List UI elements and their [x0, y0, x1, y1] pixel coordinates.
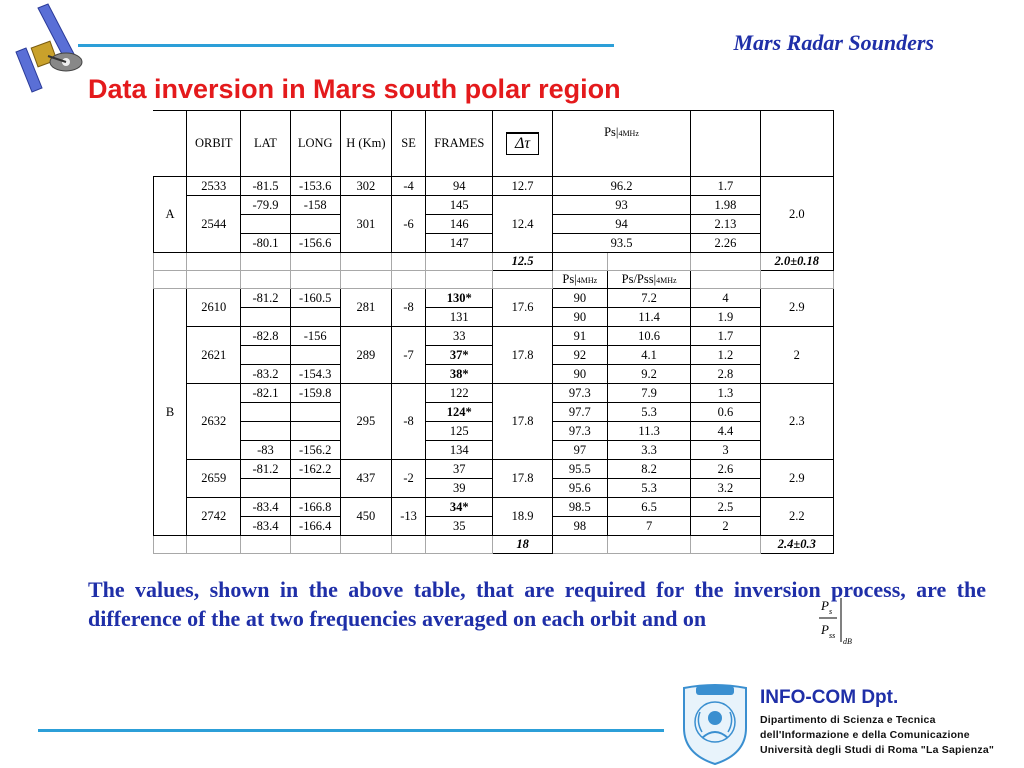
lat-cell: -82.1 [241, 384, 290, 403]
se-cell: -6 [392, 196, 426, 253]
height-cell: 295 [340, 384, 391, 460]
long-cell: -156 [290, 327, 340, 346]
ratio-cell: 11.4 [607, 308, 690, 327]
ratio-cell: 7 [607, 517, 690, 536]
lat-cell [241, 479, 290, 498]
lat-cell: -83.2 [241, 365, 290, 384]
ratio-cell: 7.2 [607, 289, 690, 308]
body-paragraph: The values, shown in the above table, that are required for the inversion process, are the difference of the at two frequencies averaged on each orbit and on [88, 577, 986, 631]
ps-cell: 90 [552, 365, 607, 384]
group-b-label: B [154, 289, 187, 536]
se-cell: -7 [392, 327, 426, 384]
ps-cell: 97 [552, 441, 607, 460]
table-row [154, 498, 834, 517]
long-cell [290, 479, 340, 498]
value-cell: 1.7 [691, 177, 760, 196]
ps-cell: 96.2 [552, 177, 691, 196]
se-cell: -2 [392, 460, 426, 498]
summary-avg: 2.4±0.3 [760, 536, 833, 554]
group-header-cell [154, 111, 187, 177]
height-cell: 437 [340, 460, 391, 498]
frames-cell: 122 [426, 384, 493, 403]
summary-row-a [154, 253, 834, 271]
orbit-cell: 2632 [187, 384, 241, 460]
se-cell: -8 [392, 289, 426, 327]
lat-cell: -81.5 [241, 177, 290, 196]
value-cell: 4 [691, 289, 760, 308]
height-cell: 302 [340, 177, 391, 196]
header-orbit: ORBIT [187, 111, 241, 177]
avg-cell: 2.0 [760, 177, 833, 253]
group-a-label: A [154, 177, 187, 253]
long-cell: -153.6 [290, 177, 340, 196]
ps-cell: 97.7 [552, 403, 607, 422]
orbit-cell: 2610 [187, 289, 241, 327]
lat-cell [241, 403, 290, 422]
long-cell [290, 215, 340, 234]
avg-cell: 2 [760, 327, 833, 384]
ps-cell: 98 [552, 517, 607, 536]
height-cell: 281 [340, 289, 391, 327]
lat-cell: -79.9 [241, 196, 290, 215]
header-blank-2 [760, 111, 833, 177]
ps-pss-formula [817, 596, 877, 648]
lat-cell [241, 422, 290, 441]
header-ps-sub: 4MHz [618, 129, 639, 138]
ratio-cell: 9.2 [607, 365, 690, 384]
value-cell: 1.98 [691, 196, 760, 215]
frames-cell: 33 [426, 327, 493, 346]
summary-row-b [154, 536, 834, 554]
se-cell: -4 [392, 177, 426, 196]
header-blank-1 [691, 111, 760, 177]
long-cell [290, 422, 340, 441]
value-cell: 2 [691, 517, 760, 536]
long-cell: -156.2 [290, 441, 340, 460]
ratio-cell: 5.3 [607, 403, 690, 422]
table-row [154, 196, 834, 215]
orbit-cell: 2742 [187, 498, 241, 536]
subheader-ps-sub: 4MHz [576, 276, 598, 285]
table-row [154, 327, 834, 346]
frames-cell: 37 [426, 460, 493, 479]
value-cell: 1.9 [691, 308, 760, 327]
header-row [154, 111, 834, 177]
lat-cell: -81.2 [241, 289, 290, 308]
university-seal-icon [676, 682, 754, 766]
header-height: H (Km) [340, 111, 391, 177]
frames-cell: 130* [426, 289, 493, 308]
lat-cell: -83.4 [241, 517, 290, 536]
frames-cell: 37* [426, 346, 493, 365]
ratio-cell: 4.1 [607, 346, 690, 365]
height-cell: 301 [340, 196, 391, 253]
subheader-ratio-label: Ps/Pss| [621, 272, 657, 286]
value-cell: 1.7 [691, 327, 760, 346]
table-row [154, 460, 834, 479]
lat-cell: -81.2 [241, 460, 290, 479]
ratio-cell: 3.3 [607, 441, 690, 460]
value-cell: 0.6 [691, 403, 760, 422]
long-cell: -162.2 [290, 460, 340, 479]
subheader-ps [552, 271, 607, 289]
ps-cell: 90 [552, 308, 607, 327]
value-cell: 3.2 [691, 479, 760, 498]
table-row [154, 289, 834, 308]
lat-cell [241, 346, 290, 365]
long-cell: -166.4 [290, 517, 340, 536]
ps-cell: 92 [552, 346, 607, 365]
ps-cell: 97.3 [552, 422, 607, 441]
header-title: Mars Radar Sounders [733, 30, 934, 55]
long-cell [290, 308, 340, 327]
frames-cell: 125 [426, 422, 493, 441]
ps-cell: 94 [552, 215, 691, 234]
ratio-cell: 8.2 [607, 460, 690, 479]
value-cell: 1.3 [691, 384, 760, 403]
formula-denominator-sub: ss [829, 631, 836, 640]
subheader-ratio [607, 271, 690, 289]
frames-cell: 39 [426, 479, 493, 498]
header-ps [552, 111, 691, 177]
lat-cell: -80.1 [241, 234, 290, 253]
subheader-ratio-sub: 4MHz [656, 276, 677, 285]
avg-cell: 2.3 [760, 384, 833, 460]
table-row [154, 384, 834, 403]
value-cell: 2.6 [691, 460, 760, 479]
dtau-cell: 12.7 [493, 177, 552, 196]
orbit-cell: 2659 [187, 460, 241, 498]
summary-avg: 2.0±0.18 [760, 253, 833, 271]
dtau-cell: 17.6 [493, 289, 552, 327]
dept-line-1: Dipartimento di Scienza e Tecnica [760, 714, 936, 726]
ratio-cell: 11.3 [607, 422, 690, 441]
value-cell: 1.2 [691, 346, 760, 365]
dept-line-3: Università degli Studi di Roma "La Sapienza" [760, 744, 995, 756]
long-cell: -166.8 [290, 498, 340, 517]
ps-cell: 95.5 [552, 460, 607, 479]
frames-cell: 94 [426, 177, 493, 196]
summary-dtau: 18 [493, 536, 552, 554]
dtau-cell: 17.8 [493, 384, 552, 460]
dtau-cell: 12.4 [493, 196, 552, 253]
formula-numerator-sub: s [829, 607, 833, 616]
lat-cell: -82.8 [241, 327, 290, 346]
dtau-cell: 17.8 [493, 460, 552, 498]
summary-dtau: 12.5 [493, 253, 552, 271]
slide-title: Data inversion in Mars south polar region [88, 74, 621, 104]
ps-cell: 93 [552, 196, 691, 215]
data-table [153, 110, 834, 554]
long-cell [290, 403, 340, 422]
frames-cell: 145 [426, 196, 493, 215]
dept-name: INFO-COM Dpt. [760, 687, 899, 708]
header-lat: LAT [241, 111, 290, 177]
lat-cell: -83 [241, 441, 290, 460]
header-ps-label: Ps| [604, 125, 619, 139]
ratio-cell: 7.9 [607, 384, 690, 403]
orbit-cell: 2533 [187, 177, 241, 196]
long-cell: -156.6 [290, 234, 340, 253]
ps-cell: 98.5 [552, 498, 607, 517]
header-delta-tau [493, 111, 552, 177]
lat-cell [241, 215, 290, 234]
long-cell: -154.3 [290, 365, 340, 384]
top-divider-line [78, 44, 614, 47]
ps-cell: 95.6 [552, 479, 607, 498]
frames-cell: 34* [426, 498, 493, 517]
frames-cell: 147 [426, 234, 493, 253]
value-cell: 2.13 [691, 215, 760, 234]
height-cell: 450 [340, 498, 391, 536]
frames-cell: 38* [426, 365, 493, 384]
ratio-cell: 6.5 [607, 498, 690, 517]
long-cell: -158 [290, 196, 340, 215]
orbit-cell: 2621 [187, 327, 241, 384]
table-row [154, 177, 834, 196]
lat-cell [241, 308, 290, 327]
ps-cell: 93.5 [552, 234, 691, 253]
subheader-ps-label: Ps| [562, 272, 577, 286]
height-cell: 289 [340, 327, 391, 384]
frames-cell: 35 [426, 517, 493, 536]
ratio-cell: 10.6 [607, 327, 690, 346]
orbit-cell: 2544 [187, 196, 241, 253]
value-cell: 2.8 [691, 365, 760, 384]
lat-cell: -83.4 [241, 498, 290, 517]
long-cell: -159.8 [290, 384, 340, 403]
dtau-cell: 17.8 [493, 327, 552, 384]
avg-cell: 2.9 [760, 460, 833, 498]
se-cell: -8 [392, 384, 426, 460]
avg-cell: 2.9 [760, 289, 833, 327]
dtau-cell: 18.9 [493, 498, 552, 536]
frames-cell: 134 [426, 441, 493, 460]
value-cell: 4.4 [691, 422, 760, 441]
formula-numerator: P [821, 598, 829, 613]
value-cell: 2.5 [691, 498, 760, 517]
ps-cell: 91 [552, 327, 607, 346]
ps-cell: 90 [552, 289, 607, 308]
frames-cell: 146 [426, 215, 493, 234]
formula-unit: dB [843, 637, 852, 646]
frames-cell: 124* [426, 403, 493, 422]
delta-tau-symbol: Δτ [506, 132, 539, 155]
subheader-row-b [154, 271, 834, 289]
formula-denominator: P [821, 622, 829, 637]
long-cell: -160.5 [290, 289, 340, 308]
value-cell: 2.26 [691, 234, 760, 253]
header-se: SE [392, 111, 426, 177]
header-long: LONG [290, 111, 340, 177]
value-cell: 3 [691, 441, 760, 460]
satellite-logo-icon [8, 2, 86, 94]
ps-cell: 97.3 [552, 384, 607, 403]
header-frames: FRAMES [426, 111, 493, 177]
long-cell [290, 346, 340, 365]
avg-cell: 2.2 [760, 498, 833, 536]
se-cell: -13 [392, 498, 426, 536]
ratio-cell: 5.3 [607, 479, 690, 498]
dept-line-2: dell'Informazione e della Comunicazione [760, 729, 970, 741]
frames-cell: 131 [426, 308, 493, 327]
bottom-divider-line [38, 729, 664, 732]
